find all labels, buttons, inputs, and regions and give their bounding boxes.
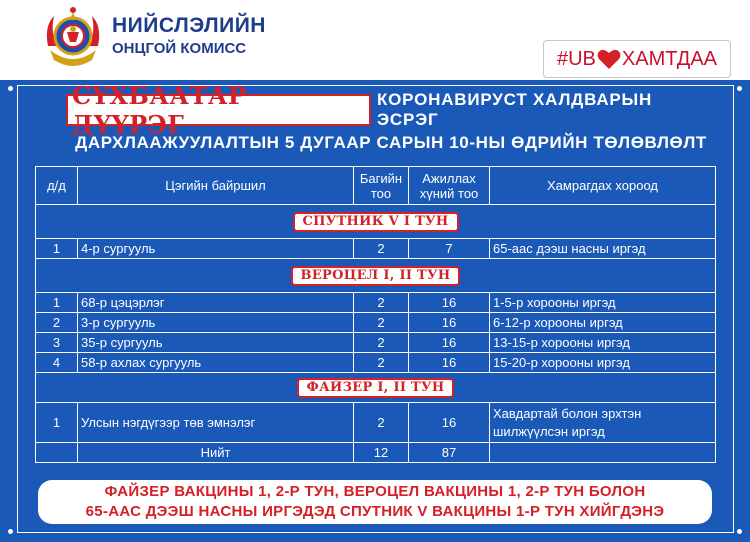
corner-dot xyxy=(737,86,742,91)
hashtag-left: #UB xyxy=(556,47,596,70)
title-line1-rest: КОРОНАВИРУСТ ХАЛДВАРЫН ЭСРЭГ xyxy=(376,90,653,129)
table-header-row xyxy=(36,167,716,205)
district-title: СҮХБААТАР ДҮҮРЭГ xyxy=(66,94,371,126)
cell-location: 58-р ахлах сургууль xyxy=(78,353,354,373)
cell-coverage: 65-аас дээш насны иргэд xyxy=(490,239,716,259)
cell-staff: 16 xyxy=(409,353,490,373)
cell-coverage: 13-15-р хорооны иргэд xyxy=(490,333,716,353)
cell-coverage: 1-5-р хорооны иргэд xyxy=(490,293,716,313)
header-num: д/д xyxy=(36,167,78,205)
total-row xyxy=(36,443,716,463)
cell-location: 4-р сургууль xyxy=(78,239,354,259)
cell-teams: 2 xyxy=(354,333,409,353)
vaccination-plan-table xyxy=(35,166,716,463)
cell-coverage: Хавдартай болон эрхтэн шилжүүлсэн иргэд xyxy=(490,403,716,443)
title-line2: ДАРХЛААЖУУЛАЛТЫН 5 ДУГААР САРЫН 10-НЫ ӨДРИЙН ТӨЛӨВЛӨЛТ xyxy=(75,133,707,152)
hashtag-badge xyxy=(543,40,731,78)
cell-num: 4 xyxy=(36,353,78,373)
cell-location: 68-р цэцэрлэг xyxy=(78,293,354,313)
cell-teams: 2 xyxy=(354,313,409,333)
title-line1 xyxy=(66,81,716,139)
cell-teams: 2 xyxy=(354,293,409,313)
cell-num: 3 xyxy=(36,333,78,353)
section-label-verocel: ВЕРОЦЕЛ I, II ТУН xyxy=(291,266,461,286)
footer-line1: ФАЙЗЕР ВАКЦИНЫ 1, 2-Р ТУН, ВЕРОЦЕЛ ВАКЦИНЫ 1, 2-Р ТУН БОЛОН xyxy=(104,483,646,500)
section-row xyxy=(36,373,716,403)
cell-staff: 16 xyxy=(409,293,490,313)
section-label-pfizer: ФАЙЗЕР I, II ТУН xyxy=(297,378,455,398)
table-row xyxy=(36,333,716,353)
total-staff: 87 xyxy=(409,443,490,463)
total-label: Нийт xyxy=(78,443,354,463)
table-row xyxy=(36,313,716,333)
corner-dot xyxy=(8,86,13,91)
header-teams: Багийн тоо xyxy=(354,167,409,205)
cell-location: Улсын нэгдүгээр төв эмнэлэг xyxy=(78,403,354,443)
footer-note xyxy=(38,480,712,524)
header-coverage: Хамрагдах хороод xyxy=(490,167,716,205)
cell-staff: 16 xyxy=(409,403,490,443)
cell-staff: 16 xyxy=(409,333,490,353)
header xyxy=(0,0,750,80)
header-location: Цэгийн байршил xyxy=(78,167,354,205)
cell-teams: 2 xyxy=(354,239,409,259)
header-staff: Ажиллах хүний тоо xyxy=(409,167,490,205)
cell-coverage: 6-12-р хорооны иргэд xyxy=(490,313,716,333)
org-name-line1: НИЙСЛЭЛИЙН xyxy=(112,14,266,37)
cell-num: 2 xyxy=(36,313,78,333)
cell-num: 1 xyxy=(36,403,78,443)
section-row xyxy=(36,259,716,293)
footer-line2: 65-ААС ДЭЭШ НАСНЫ ИРГЭДЭД СПУТНИК V ВАКЦИНЫ 1-Р ТУН ХИЙГДЭНЭ xyxy=(85,503,665,520)
hashtag-right: ХАМТДАА xyxy=(621,47,718,70)
total-teams: 12 xyxy=(354,443,409,463)
section-row xyxy=(36,205,716,239)
mongolian-emblem-icon xyxy=(40,6,106,70)
cell-location: 3-р сургууль xyxy=(78,313,354,333)
section-label-sputnik: СПУТНИК V I ТУН xyxy=(293,212,459,232)
cell-staff: 16 xyxy=(409,313,490,333)
heart-icon xyxy=(597,48,621,70)
corner-dot xyxy=(8,529,13,534)
cell-staff: 7 xyxy=(409,239,490,259)
table-row xyxy=(36,293,716,313)
table-row xyxy=(36,239,716,259)
cell-num: 1 xyxy=(36,293,78,313)
cell-teams: 2 xyxy=(354,403,409,443)
org-name-line2: ОНЦГОЙ КОМИСС xyxy=(112,40,247,57)
cell-teams: 2 xyxy=(354,353,409,373)
cell-coverage: 15-20-р хорооны иргэд xyxy=(490,353,716,373)
cell-num: 1 xyxy=(36,239,78,259)
table-row xyxy=(36,403,716,443)
table-row xyxy=(36,353,716,373)
cell-location: 35-р сургууль xyxy=(78,333,354,353)
corner-dot xyxy=(737,529,742,534)
